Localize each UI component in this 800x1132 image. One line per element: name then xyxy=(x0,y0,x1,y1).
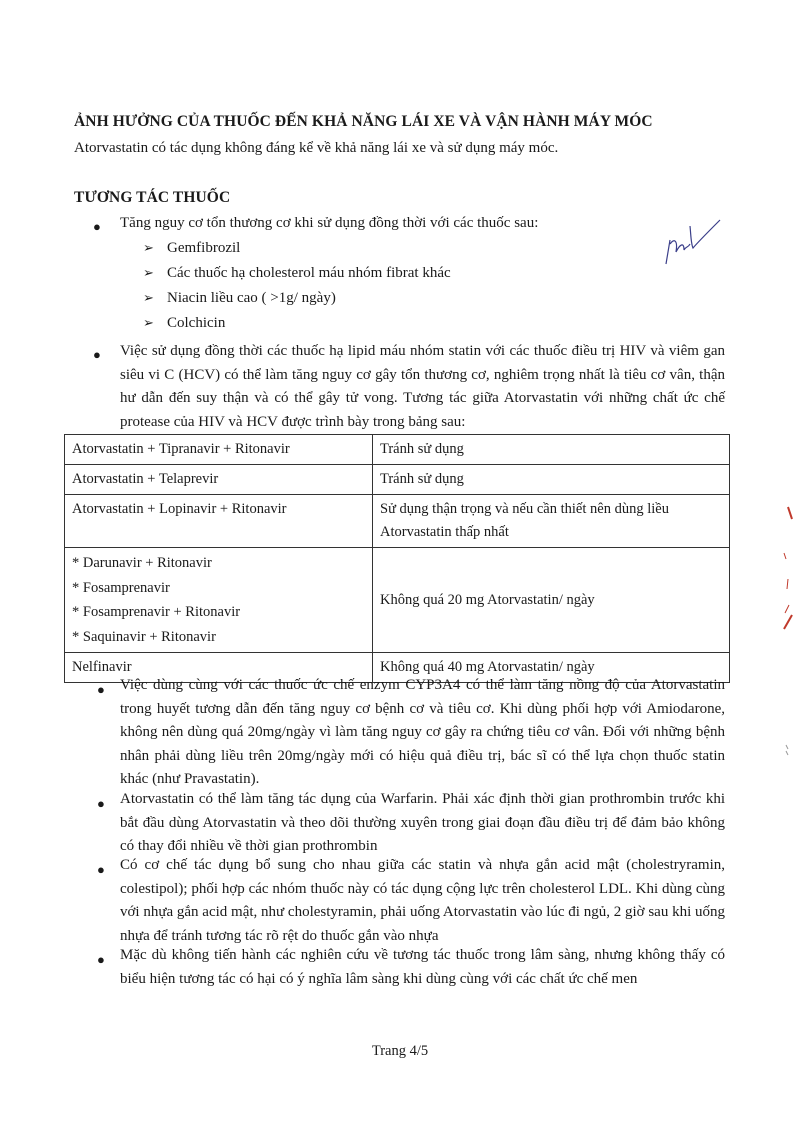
scan-edge-marks-icon xyxy=(770,505,800,765)
bullet-icon: ● xyxy=(97,862,105,877)
table-cell: Tránh sử dụng xyxy=(373,435,730,465)
bullet-2-text: Việc sử dụng đồng thời các thuốc hạ lipid máu nhóm statin với các thuốc điều trị HIV và viêm gan siêu vi C (HCV) có thể làm tăng nguy cơ gây tổn thương cơ, nghiêm trọng nhất là tiêu cơ vân, thận hư dẫn đến suy thận và có thể gây tử vong. Tương tác giữa Atorvastatin với những chất ức chế protease của HIV và HCV được trình bày trong bảng sau: xyxy=(120,343,725,430)
table-row xyxy=(65,548,730,653)
bullet-icon: ● xyxy=(93,219,101,234)
sub-item-gemfibrozil: ➢ Gemfibrozil xyxy=(143,240,241,256)
table-cell: Nelfinavir xyxy=(65,653,373,683)
table-cell: Sử dụng thận trọng và nếu cần thiết nên dùng liều Atorvastatin thấp nhất xyxy=(373,495,730,548)
table-row xyxy=(65,495,730,548)
arrow-bullet-icon: ➢ xyxy=(143,265,154,280)
table-row xyxy=(65,465,730,495)
interaction-table xyxy=(64,434,730,683)
sub-item-fibrat: ➢ Các thuốc hạ cholesterol máu nhóm fibrat khác xyxy=(143,265,451,281)
table-cell: Không quá 20 mg Atorvastatin/ ngày xyxy=(373,548,730,653)
handwritten-initials-icon xyxy=(660,218,730,270)
bullet-6-text: Mặc dù không tiến hành các nghiên cứu về tương tác thuốc trong lâm sàng, nhưng không thấy có biểu hiện tương tác có hại có ý nghĩa lâm sàng khi dùng cùng với các chất ức chế men xyxy=(120,947,725,987)
bullet-icon: ● xyxy=(97,796,105,811)
arrow-bullet-icon: ➢ xyxy=(143,240,154,255)
table-cell xyxy=(65,548,373,653)
bullet-5-text: Có cơ chế tác dụng bổ sung cho nhau giữa các statin và nhựa gắn acid mật (cholestryramin, colestipol); phối hợp các nhóm thuốc này có tác dụng cộng lực trên cholesterol LDL. Khi dùng cùng với nhựa gắn acid mật, như cholestyramin, phải uống Atorvastatin vào lúc đi ngủ, 2 giờ sau khi uống nhựa để tránh tương tác rõ rệt do thuốc gắn vào nhựa xyxy=(120,857,725,944)
table-row xyxy=(65,435,730,465)
table-cell: Atorvastatin + Telaprevir xyxy=(65,465,373,495)
table-cell: Atorvastatin + Tipranavir + Ritonavir xyxy=(65,435,373,465)
bullet-4-text: Atorvastatin có thể làm tăng tác dụng của Warfarin. Phải xác định thời gian prothrombin trước khi bắt đầu dùng Atorvastatin và theo dõi thường xuyên trong giai đoạn đầu điều trị để đảm bảo không có thay đổi nhiều về thời gian prothrombin xyxy=(120,791,725,854)
bullet-3-text: Việc dùng cùng với các thuốc ức chế enzym CYP3A4 có thể làm tăng nồng độ của Atorvastatin trong huyết tương dẫn đến tăng nguy cơ bệnh cơ và tiêu cơ. Khi dùng phối hợp với Amiodarone, không nên dùng quá 20mg/ngày vì làm tăng nguy cơ gây ra chứng tiêu cơ vân. Đối với những bệnh nhân phải dùng liều trên 20mg/ngày mới có hiệu quả điều trị, bác sĩ có thể lựa chọn thuốc statin khác (như Pravastatin). xyxy=(120,677,725,787)
drug-combo-line: * Fosamprenavir + Ritonavir xyxy=(72,604,241,620)
sub-item-colchicin: ➢ Colchicin xyxy=(143,315,226,331)
bullet-icon: ● xyxy=(97,952,105,967)
arrow-bullet-icon: ➢ xyxy=(143,290,154,305)
drug-combo-line: * Darunavir + Ritonavir xyxy=(72,555,212,571)
section-heading-interactions: TƯƠNG TÁC THUỐC xyxy=(74,189,231,206)
table-cell: Atorvastatin + Lopinavir + Ritonavir xyxy=(65,495,373,548)
table-cell: Không quá 40 mg Atorvastatin/ ngày xyxy=(373,653,730,683)
bullet-icon: ● xyxy=(97,682,105,697)
bullet-icon: ● xyxy=(93,347,101,362)
arrow-bullet-icon: ➢ xyxy=(143,315,154,330)
table-cell: Tránh sử dụng xyxy=(373,465,730,495)
drug-combo-line: * Saquinavir + Ritonavir xyxy=(72,628,216,645)
section-heading-driving: ẢNH HƯỞNG CỦA THUỐC ĐẾN KHẢ NĂNG LÁI XE VÀ VẬN HÀNH MÁY MÓC xyxy=(74,113,653,130)
bullet-1-text: Tăng nguy cơ tổn thương cơ khi sử dụng đồng thời với các thuốc sau: xyxy=(120,215,539,231)
driving-text: Atorvastatin có tác dụng không đáng kể về khả năng lái xe và sử dụng máy móc. xyxy=(74,140,559,156)
drug-combo-line: * Fosamprenavir xyxy=(72,579,170,596)
sub-item-niacin: ➢ Niacin liều cao ( >1g/ ngày) xyxy=(143,290,336,306)
page-number: Trang 4/5 xyxy=(371,1043,429,1059)
